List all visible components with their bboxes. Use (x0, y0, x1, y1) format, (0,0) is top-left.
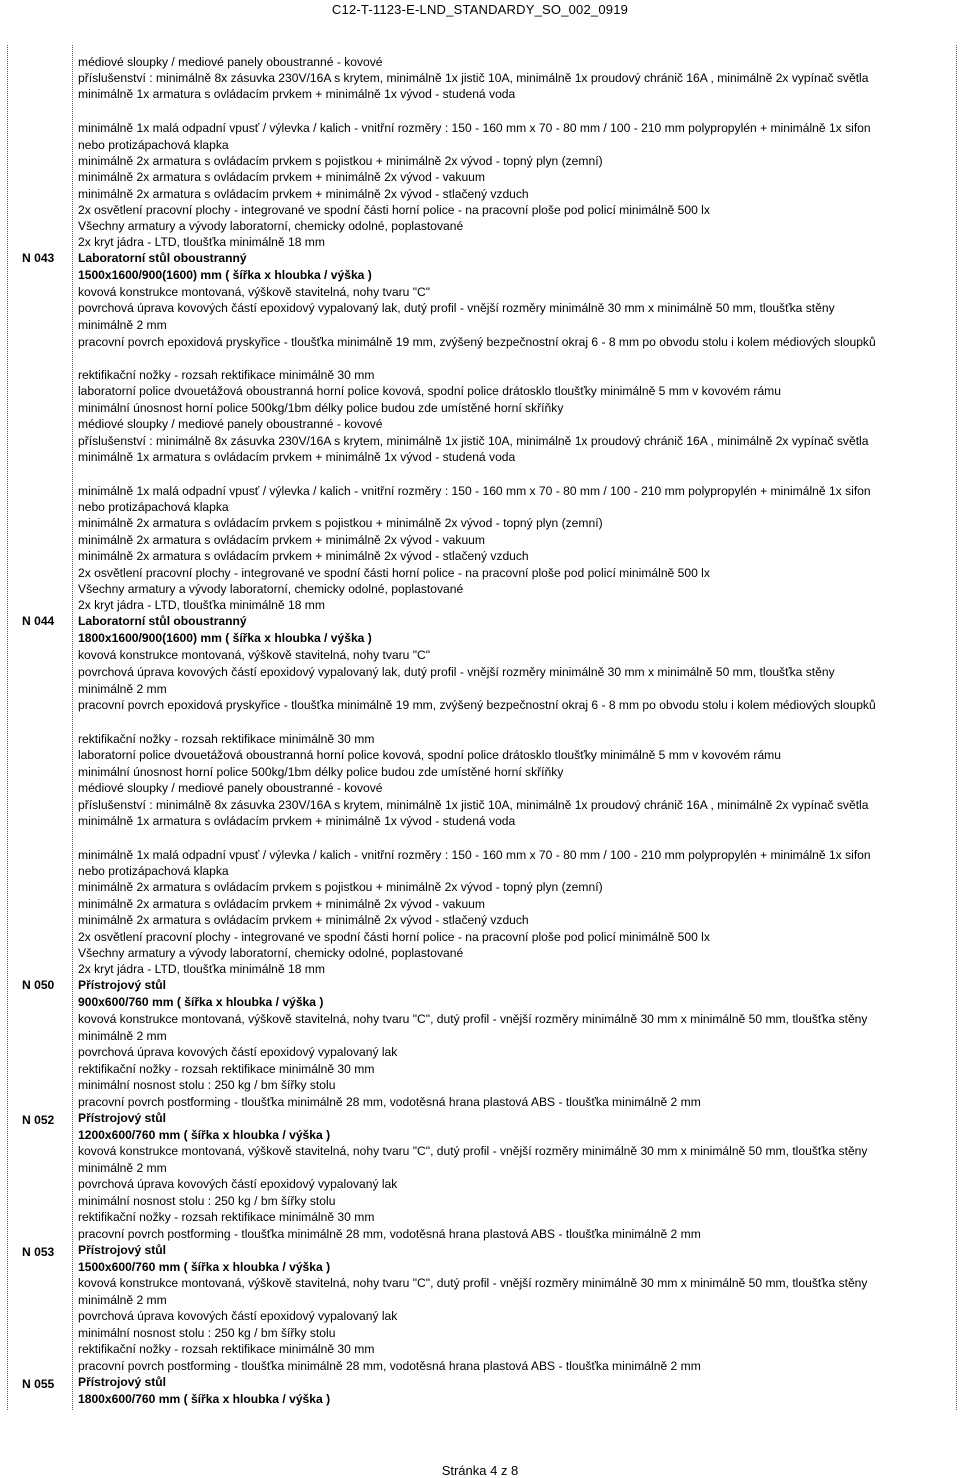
spec-line: kovová konstrukce montovaná, výškově stavitelná, nohy tvaru "C", dutý profil - vnější rozměry minimálně 30 mm x minimálně 50 mm, tloušťka stěny (78, 1012, 868, 1026)
spec-line: kovová konstrukce montovaná, výškově stavitelná, nohy tvaru "C" (78, 285, 431, 299)
spec-line: minimální únosnost horní police 500kg/1bm délky police budou zde umístěné horní skříňky (78, 401, 564, 415)
spec-line: kovová konstrukce montovaná, výškově stavitelná, nohy tvaru "C", dutý profil - vnější rozměry minimálně 30 mm x minimálně 50 mm, tloušťka stěny (78, 1276, 868, 1290)
spec-line: minimálně 2x armatura s ovládacím prvkem + minimálně 2x vývod - vakuum (78, 170, 485, 184)
spec-line: rektifikační nožky - rozsah rektifikace minimálně 30 mm (78, 368, 375, 382)
spec-line: Všechny armatury a vývody laboratorní, chemicky odolné, poplastované (78, 219, 464, 233)
item-dimensions: 1500x1600/900(1600) mm ( šířka x hloubka / výška ) (78, 268, 372, 282)
spec-line: minimální nosnost stolu : 250 kg / bm šířky stolu (78, 1326, 336, 1340)
spec-line: rektifikační nožky - rozsah rektifikace minimálně 30 mm (78, 1342, 375, 1356)
item-dimensions: 900x600/760 mm ( šířka x hloubka / výška ) (78, 995, 324, 1009)
spec-line: laboratorní police dvouetážová oboustranná horní police kovová, spodní police drátosklo tloušťky minimálně 5 mm v kovovém rámu (78, 384, 781, 398)
spec-line: minimálně 2x armatura s ovládacím prvkem + minimálně 2x vývod - stlačený vzduch (78, 913, 529, 927)
spec-line: minimálně 1x malá odpadní vpusť / výlevka / kalich - vnitřní rozměry : 150 - 160 mm x 70 - 80 mm / 100 - 210 mm polypropylén + minimálně 1x sifon (78, 848, 871, 862)
document-code-header: C12-T-1123-E-LND_STANDARDY_SO_002_0919 (331, 2, 629, 17)
spec-line: minimálně 2x armatura s ovládacím prvkem + minimálně 2x vývod - vakuum (78, 897, 485, 911)
spec-line: 2x kryt jádra - LTD, tloušťka minimálně 18 mm (78, 962, 325, 976)
spec-line: laboratorní police dvouetážová oboustranná horní police kovová, spodní police drátosklo tloušťky minimálně 5 mm v kovovém rámu (78, 748, 781, 762)
spec-line: 2x kryt jádra - LTD, tloušťka minimálně 18 mm (78, 235, 325, 249)
item-dimensions: 1800x1600/900(1600) mm ( šířka x hloubka / výška ) (78, 631, 372, 645)
item-dimensions: 1800x600/760 mm ( šířka x hloubka / výška ) (78, 1392, 331, 1406)
spec-line: příslušenství : minimálně 8x zásuvka 230V/16A s krytem, minimálně 1x jistič 10A, minimálně 1x proudový chránič 16A , minimálně 2x vypínač světla (78, 434, 869, 448)
spec-line: Všechny armatury a vývody laboratorní, chemicky odolné, poplastované (78, 582, 464, 596)
spec-line: Všechny armatury a vývody laboratorní, chemicky odolné, poplastované (78, 946, 464, 960)
item-title: Přístrojový stůl (78, 1111, 167, 1125)
spec-line: povrchová úprava kovových částí epoxidový vypalovaný lak (78, 1177, 398, 1191)
spec-line: minimální únosnost horní police 500kg/1bm délky police budou zde umístěné horní skříňky (78, 765, 564, 779)
spec-line: nebo protizápachová klapka (78, 138, 229, 152)
spec-line: minimálně 2x armatura s ovládacím prvkem s pojistkou + minimálně 2x vývod - topný plyn (zemní) (78, 516, 603, 530)
column-separator (72, 45, 73, 1410)
item-dimensions: 1500x600/760 mm ( šířka x hloubka / výška ) (78, 1260, 331, 1274)
spec-line: minimálně 1x armatura s ovládacím prvkem + minimálně 1x vývod - studená voda (78, 87, 516, 101)
spec-line: minimálně 2x armatura s ovládacím prvkem + minimálně 2x vývod - vakuum (78, 533, 485, 547)
spec-line: kovová konstrukce montovaná, výškově stavitelná, nohy tvaru "C" (78, 648, 431, 662)
spec-line: pracovní povrch epoxidová pryskyřice - tloušťka minimálně 19 mm, zvýšený bezpečnostní okraj 6 - 8 mm po obvodu stolu i kolem médiových sloupků (78, 698, 876, 712)
item-title: Přístrojový stůl (78, 1375, 167, 1389)
spec-line: médiové sloupky / mediové panely oboustranné - kovové (78, 55, 383, 69)
item-code: N 044 (22, 614, 55, 628)
item-title: Laboratorní stůl oboustranný (78, 614, 247, 628)
page-number: Stránka 4 z 8 (441, 1463, 519, 1478)
spec-line: rektifikační nožky - rozsah rektifikace minimálně 30 mm (78, 732, 375, 746)
spec-line: minimálně 1x malá odpadní vpusť / výlevka / kalich - vnitřní rozměry : 150 - 160 mm x 70 - 80 mm / 100 - 210 mm polypropylén + minimálně 1x sifon (78, 121, 871, 135)
spec-line: pracovní povrch postforming - tloušťka minimálně 28 mm, vodotěsná hrana plastová ABS - tloušťka minimálně 2 mm (78, 1359, 701, 1373)
spec-line: médiové sloupky / mediové panely oboustranné - kovové (78, 781, 383, 795)
spec-line: minimální nosnost stolu : 250 kg / bm šířky stolu (78, 1078, 336, 1092)
spec-line: minimálně 2x armatura s ovládacím prvkem s pojistkou + minimálně 2x vývod - topný plyn (zemní) (78, 880, 603, 894)
spec-line: minimálně 2 mm (78, 1161, 167, 1175)
item-title: Laboratorní stůl oboustranný (78, 251, 247, 265)
spec-line: minimálně 1x armatura s ovládacím prvkem + minimálně 1x vývod - studená voda (78, 814, 516, 828)
spec-line: povrchová úprava kovových částí epoxidový vypalovaný lak (78, 1045, 398, 1059)
spec-line: příslušenství : minimálně 8x zásuvka 230V/16A s krytem, minimálně 1x jistič 10A, minimálně 1x proudový chránič 16A , minimálně 2x vypínač světla (78, 71, 869, 85)
spec-line: 2x osvětlení pracovní plochy - integrované ve spodní části horní police - na pracovní ploše pod policí minimálně 500 lx (78, 566, 710, 580)
item-code: N 055 (22, 1377, 55, 1391)
spec-line: povrchová úprava kovových částí epoxidový vypalovaný lak, dutý profil - vnější rozměry minimálně 30 mm x minimálně 50 mm, tloušťka stěny (78, 665, 835, 679)
spec-line: pracovní povrch postforming - tloušťka minimálně 28 mm, vodotěsná hrana plastová ABS - tloušťka minimálně 2 mm (78, 1227, 701, 1241)
item-code: N 053 (22, 1245, 55, 1259)
spec-line: minimálně 2x armatura s ovládacím prvkem s pojistkou + minimálně 2x vývod - topný plyn (zemní) (78, 154, 603, 168)
spec-line: nebo protizápachová klapka (78, 864, 229, 878)
spec-line: rektifikační nožky - rozsah rektifikace minimálně 30 mm (78, 1062, 375, 1076)
spec-line: pracovní povrch postforming - tloušťka minimálně 28 mm, vodotěsná hrana plastová ABS - tloušťka minimálně 2 mm (78, 1095, 701, 1109)
item-dimensions: 1200x600/760 mm ( šířka x hloubka / výška ) (78, 1128, 331, 1142)
spec-line: nebo protizápachová klapka (78, 500, 229, 514)
spec-line: povrchová úprava kovových částí epoxidový vypalovaný lak (78, 1309, 398, 1323)
spec-line: médiové sloupky / mediové panely oboustranné - kovové (78, 417, 383, 431)
item-title: Přístrojový stůl (78, 1243, 167, 1257)
spec-line: 2x osvětlení pracovní plochy - integrované ve spodní části horní police - na pracovní ploše pod policí minimálně 500 lx (78, 930, 710, 944)
item-code: N 050 (22, 978, 55, 992)
spec-line: minimálně 2 mm (78, 682, 167, 696)
spec-line: příslušenství : minimálně 8x zásuvka 230V/16A s krytem, minimálně 1x jistič 10A, minimálně 1x proudový chránič 16A , minimálně 2x vypínač světla (78, 798, 869, 812)
spec-line: minimálně 1x malá odpadní vpusť / výlevka / kalich - vnitřní rozměry : 150 - 160 mm x 70 - 80 mm / 100 - 210 mm polypropylén + minimálně 1x sifon (78, 484, 871, 498)
spec-line: minimální nosnost stolu : 250 kg / bm šířky stolu (78, 1194, 336, 1208)
spec-line: pracovní povrch epoxidová pryskyřice - tloušťka minimálně 19 mm, zvýšený bezpečnostní okraj 6 - 8 mm po obvodu stolu i kolem médiových sloupků (78, 335, 876, 349)
spec-line: povrchová úprava kovových částí epoxidový vypalovaný lak, dutý profil - vnější rozměry minimálně 30 mm x minimálně 50 mm, tloušťka stěny (78, 301, 835, 315)
item-code: N 052 (22, 1113, 55, 1127)
spec-line: minimálně 2 mm (78, 318, 167, 332)
spec-line: minimálně 2x armatura s ovládacím prvkem + minimálně 2x vývod - stlačený vzduch (78, 187, 529, 201)
spec-line: minimálně 2x armatura s ovládacím prvkem + minimálně 2x vývod - stlačený vzduch (78, 549, 529, 563)
item-title: Přístrojový stůl (78, 978, 167, 992)
spec-line: rektifikační nožky - rozsah rektifikace minimálně 30 mm (78, 1210, 375, 1224)
spec-line: minimálně 2 mm (78, 1293, 167, 1307)
spec-line: kovová konstrukce montovaná, výškově stavitelná, nohy tvaru "C", dutý profil - vnější rozměry minimálně 30 mm x minimálně 50 mm, tloušťka stěny (78, 1144, 868, 1158)
item-code: N 043 (22, 251, 55, 265)
spec-line: 2x kryt jádra - LTD, tloušťka minimálně 18 mm (78, 598, 325, 612)
spec-line: 2x osvětlení pracovní plochy - integrované ve spodní části horní police - na pracovní ploše pod policí minimálně 500 lx (78, 203, 710, 217)
spec-line: minimálně 2 mm (78, 1029, 167, 1043)
spec-line: minimálně 1x armatura s ovládacím prvkem + minimálně 1x vývod - studená voda (78, 450, 516, 464)
